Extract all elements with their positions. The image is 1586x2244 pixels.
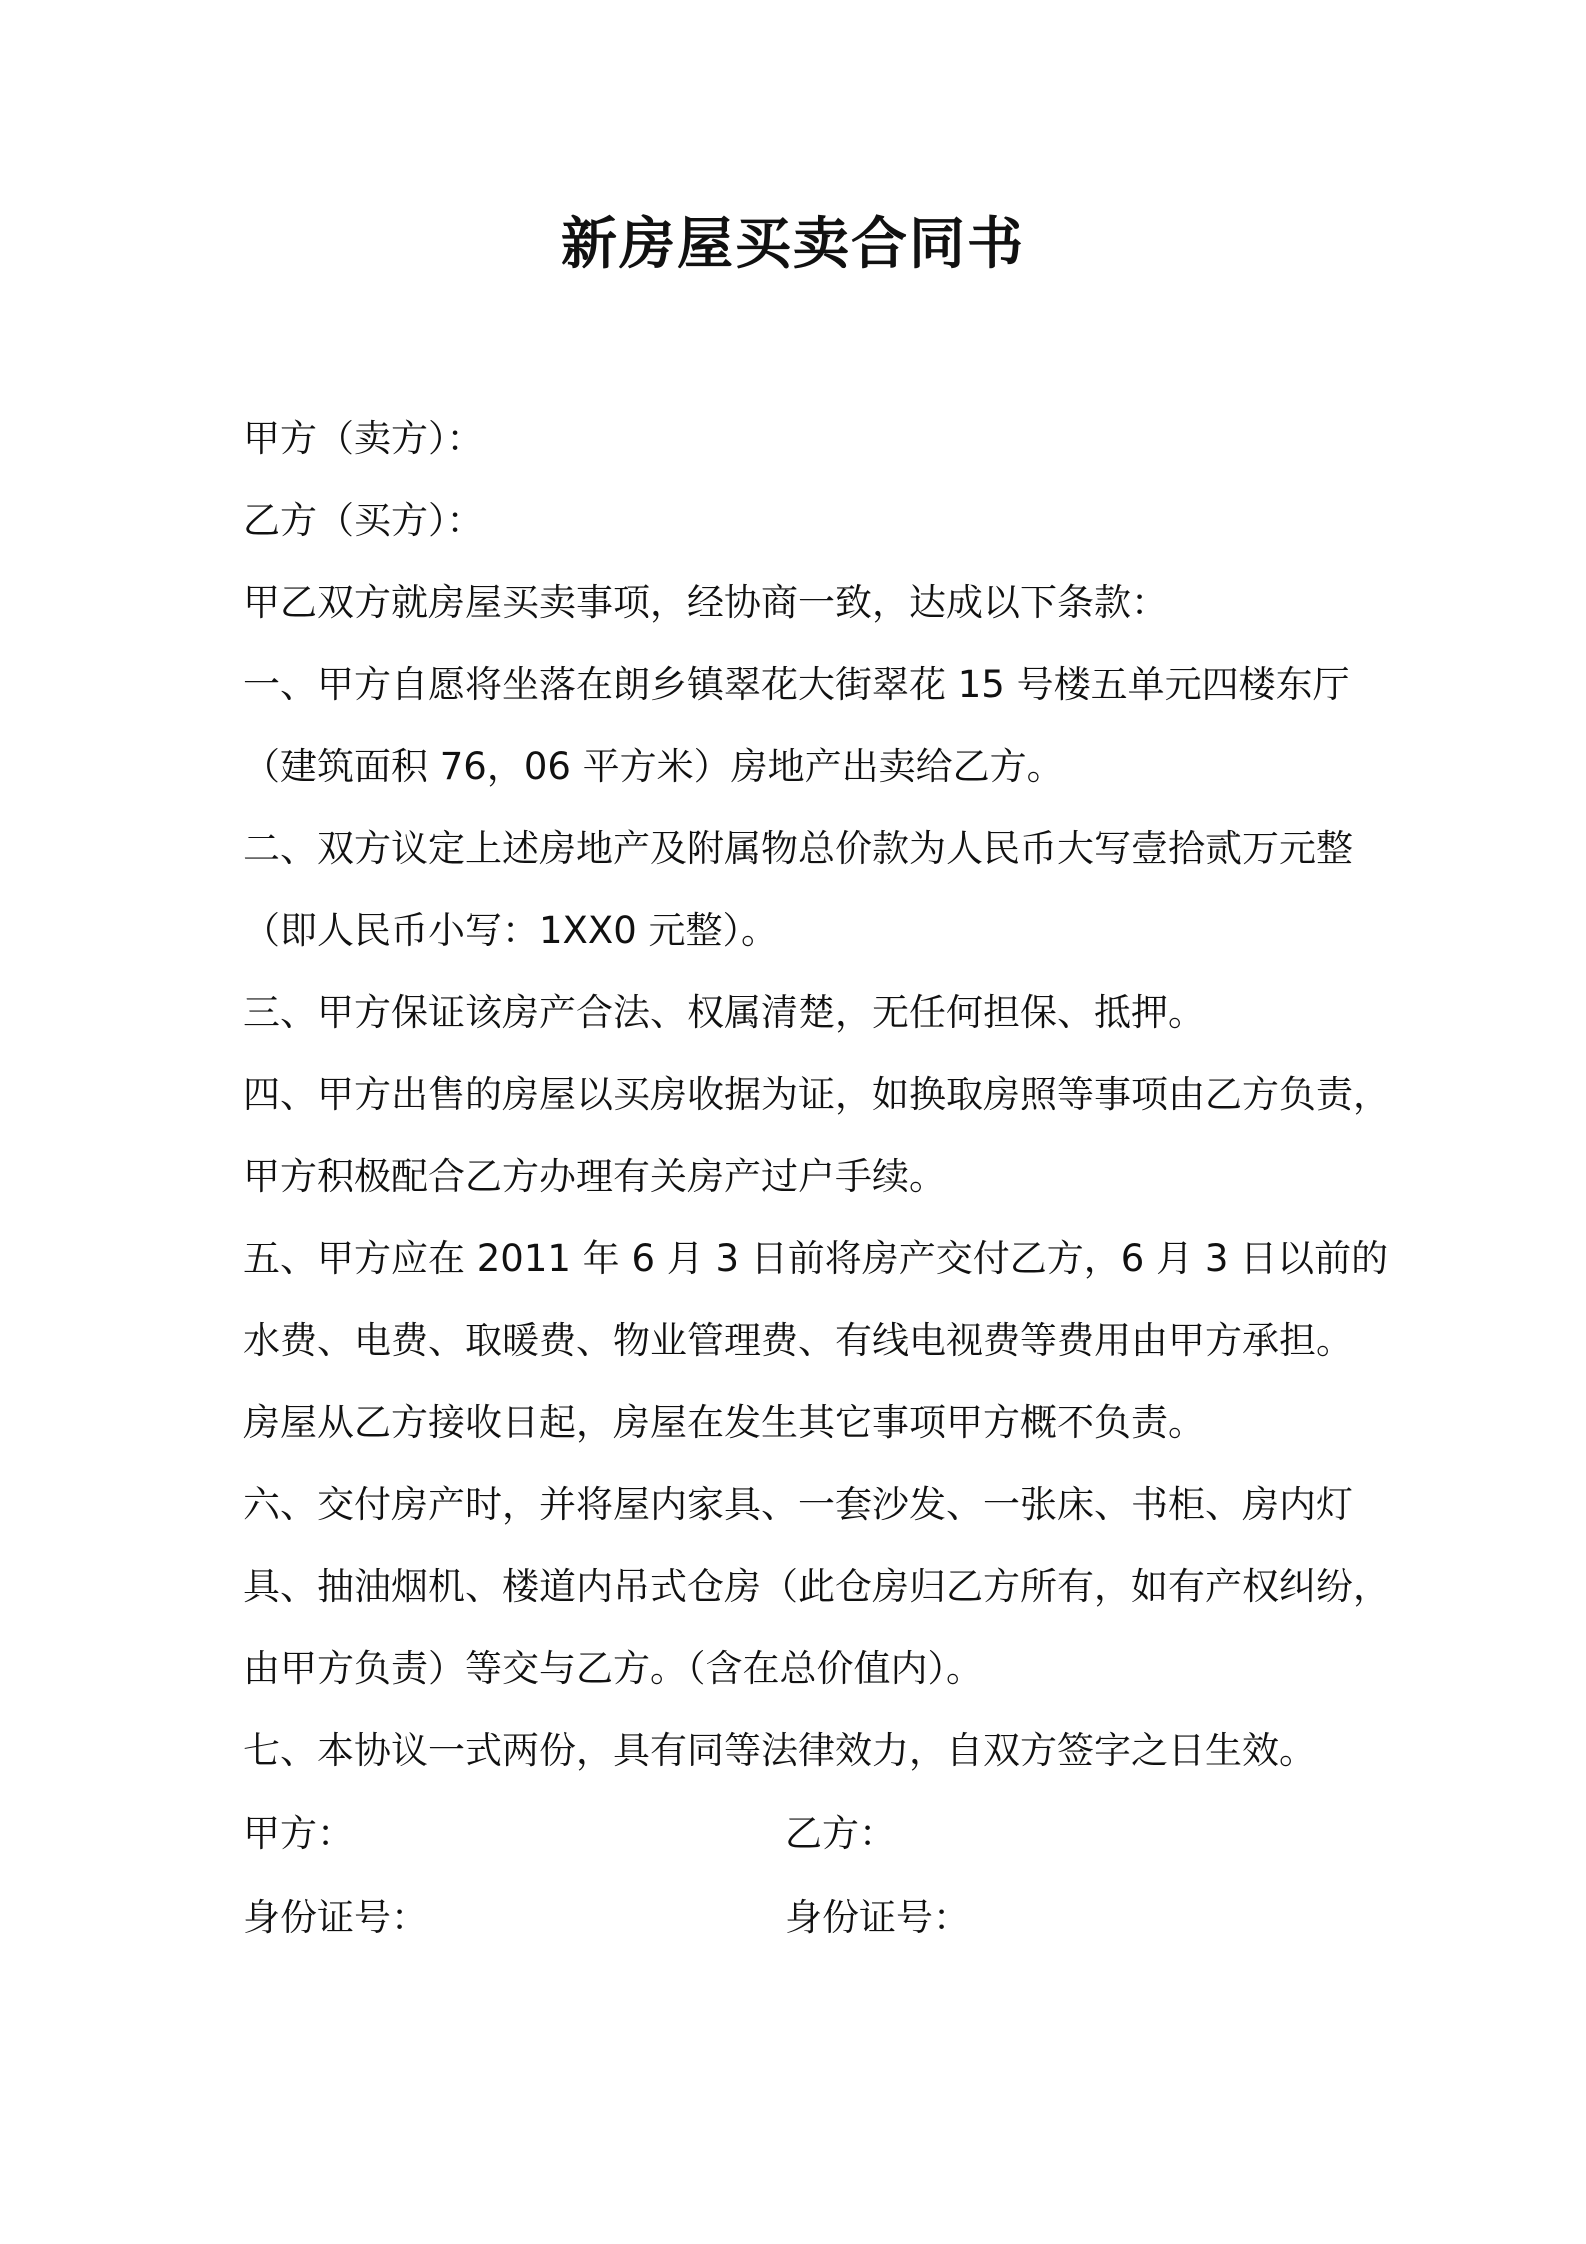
clause-5-line-1: 五、甲方应在 2011 年 6 月 3 日前将房产交付乙方，6 月 3 日以前的	[243, 1237, 1389, 1280]
party-a-line: 甲方（卖方）：	[243, 417, 484, 460]
clause-4-line-1: 四、甲方出售的房屋以买房收据为证，如换取房照等事项由乙方负责，	[243, 1073, 1390, 1116]
clause-5-line-3: 房屋从乙方接收日起，房屋在发生其它事项甲方概不负责。	[243, 1401, 1205, 1444]
intro-line: 甲乙双方就房屋买卖事项，经协商一致，达成以下条款：	[243, 581, 1168, 624]
party-b-line: 乙方（买方）：	[243, 499, 484, 542]
document-body	[243, 398, 1390, 1960]
clause-4-line-2: 甲方积极配合乙方办理有关房产过户手续。	[243, 1155, 946, 1198]
signature-row	[243, 1792, 1363, 1876]
clause-6-line-2: 具、抽油烟机、楼道内吊式仓房（此仓房归乙方所有，如有产权纠纷，	[243, 1565, 1390, 1608]
party-b-id-label: 身份证号：	[785, 1896, 970, 1939]
clause-1-line-1: 一、甲方自愿将坐落在朗乡镇翠花大街翠花 15 号楼五单元四楼东厅	[243, 663, 1350, 706]
party-a-signature-label: 甲方：	[243, 1812, 354, 1855]
party-a-id-label: 身份证号：	[243, 1896, 428, 1939]
clause-1-line-2: （建筑面积 76，06 平方米）房地产出卖给乙方。	[243, 745, 1064, 788]
clause-6-line-3: 由甲方负责）等交与乙方。（含在总价值内）。	[243, 1647, 983, 1690]
clause-2-line-1: 二、双方议定上述房地产及附属物总价款为人民币大写壹拾贰万元整	[243, 827, 1353, 870]
id-number-row	[243, 1876, 1363, 1960]
document-title: 新房屋买卖合同书	[561, 212, 1025, 277]
party-b-signature-label: 乙方：	[785, 1812, 896, 1855]
clause-5-line-2: 水费、电费、取暖费、物业管理费、有线电视费等费用由甲方承担。	[243, 1319, 1353, 1362]
clause-6-line-1: 六、交付房产时，并将屋内家具、一套沙发、一张床、书柜、房内灯	[243, 1483, 1353, 1526]
clause-3-line-1: 三、甲方保证该房产合法、权属清楚，无任何担保、抵押。	[243, 991, 1205, 1034]
clause-7-line-1: 七、本协议一式两份，具有同等法律效力，自双方签字之日生效。	[243, 1729, 1316, 1772]
clause-2-line-2: （即人民币小写：1XX0 元整）。	[243, 909, 779, 952]
